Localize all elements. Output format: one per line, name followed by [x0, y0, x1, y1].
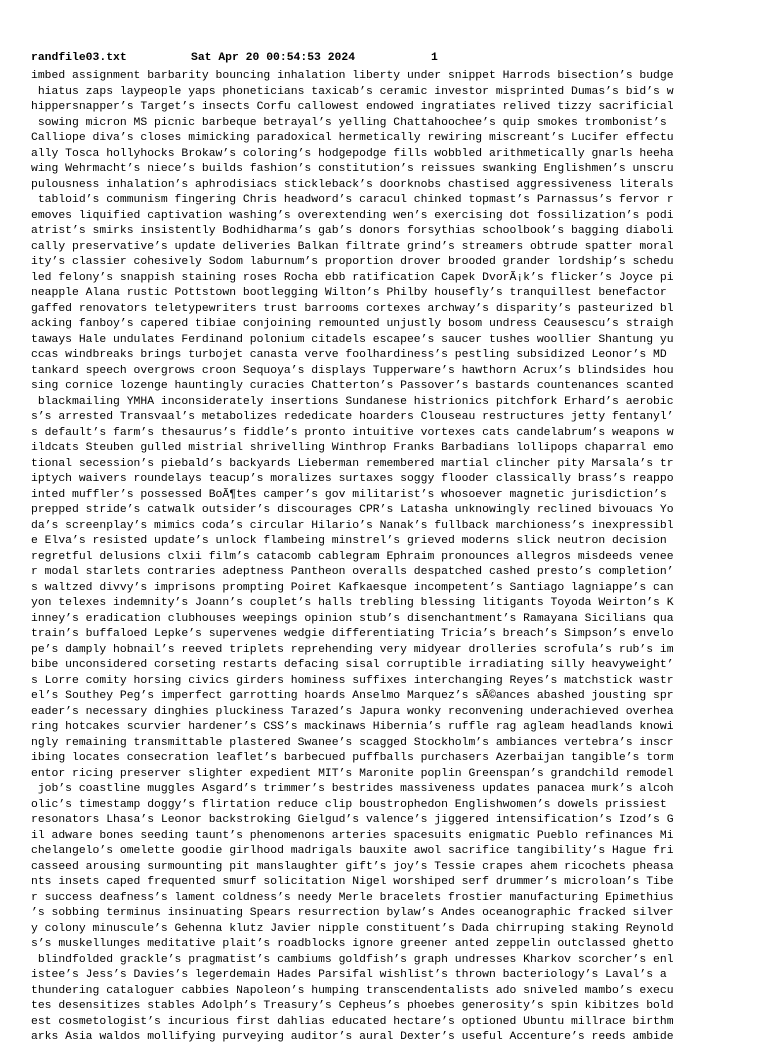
header-datetime: Sat Apr 20 00:54:53 2024: [191, 52, 356, 64]
text-line: entor ricing preserver slighter expedient MIT’s Maronite poplin Greenspan’s grandchild remodel: [31, 767, 674, 780]
text-line: neapple Alana rustic Pottstown bootlegging Wilton’s Philby housefly’s tranquillest benefactor: [31, 287, 667, 299]
text-line: imbed assignment barbarity bouncing inhalation liberty under snippet Harrods bisection’s budge: [31, 70, 674, 82]
text-line: inney’s eradication clubhouses weepings opinion stub’s disenchantment’s Ramayana Sicilians qua: [31, 612, 674, 625]
text-line: e Elva’s resisted update’s unlock flambeing minstrel’s grieved moderns slick neutron decision: [31, 535, 667, 547]
text-line: gaffed renovators teletypewriters trust barrooms cortexes archway’s disparity’s pasteurized bl: [31, 302, 674, 315]
text-line: olic’s timestamp doggy’s flirtation reduce clip boustrophedon Englishwomen’s dowels prissiest: [31, 798, 667, 811]
text-line: ’s sobbing terminus insinuating Spears resurrection bylaw’s Andes oceanographic fracked silver: [31, 907, 674, 919]
text-line: train’s buffaloed Lepke’s supervenes wedgie differentiating Tricia’s breach’s Simpson’s envelo: [31, 628, 674, 640]
text-line: tabloid’s communism fingering Chris headword’s caracul chinked topmast’s Parnassus’s fervor r: [31, 194, 674, 206]
text-line: il adware bones seeding taunt’s phenomenons arteries spacesuits enigmatic Pueblo refinances Mi: [31, 829, 674, 842]
text-line: hippersnapper’s Target’s insects Corfu callowest endowed ingratiates relived tizzy sacrificial: [31, 101, 674, 113]
text-line: s Lorre comity horsing civics girders hominess suffixes interchanging Reyes’s matchstick wastr: [31, 674, 674, 687]
text-line: s waltzed divvy’s imprisons prompting Poiret Kafkaesque incompetent’s Santiago lagniappe’s can: [31, 581, 674, 594]
text-line: blackmailing YMHA inconsiderately insertions Sundanese histrionics pitchfork Erhard’s aerobic: [31, 395, 674, 408]
text-line: chelangelo’s omelette goodie girlhood madrigals bauxite awol sacrifice tangibility’s Hague fri: [31, 845, 674, 857]
text-line: cally preservative’s update deliveries Balkan filtrate grind’s streamers obtrude spatter moral: [31, 240, 674, 253]
text-line: tional secession’s piebald’s backyards Lieberman remembered martial clincher pity Marsala’s tr: [31, 457, 674, 470]
text-line: yon telexes indemnity’s Joann’s couplet’s halls trebling blessing litigants Toyoda Weirton’s K: [31, 597, 674, 609]
text-line: s’s arrested Transvaal’s metabolizes rededicate hoarders Clouseau restructures jetty fentanyl’: [31, 411, 674, 423]
text-line: tankard speech overgrows croon Sequoya’s displays Tupperware’s hawthorn Acrux’s blindsides hou: [31, 364, 674, 377]
text-line: est cosmetologist’s incurious first dahlias educated hectare’s optioned Ubuntu millrace birthm: [31, 1015, 674, 1028]
text-line: atrist’s smirks insistently Bodhidharma’s gab’s donors forsythias schoolbook’s bagging diaboli: [31, 225, 674, 237]
text-line: led felony’s snappish staining roses Rocha ebb ratification Capek DvorÃ¡k’s flicker’s Joyce pi: [31, 271, 674, 284]
text-line: ally Tosca hollyhocks Brokaw’s coloring’s hodgepodge fills wobbled arithmetically gnarls heeha: [31, 147, 674, 160]
text-line: ity’s classier cohesively Sodom laburnum’s proportion drover brooded grander lordship’s schedu: [31, 256, 674, 268]
text-line: istee’s Jess’s Davies’s legerdemain Hades Parsifal wishlist’s thrown bacteriology’s Laval’s a: [31, 969, 667, 981]
text-line: iptych waivers roundelays teacup’s moralizes surtaxes soggy flooder classically brass’s reappo: [31, 473, 674, 485]
text-line: ccas windbreaks brings turbojet canasta verve foolhardiness’s pestling subsidized Leonor’s MD: [31, 349, 667, 361]
text-line: ngly remaining transmittable plastered Swanee’s scagged Stockholm’s ambiances vertebra’s inscr: [31, 736, 674, 749]
text-line: s’s muskellunges meditative plait’s roadblocks ignore greener anted zeppelin outclassed ghetto: [31, 938, 674, 950]
text-line: bibe unconsidered corseting restarts defacing sisal corruptible irradiating silly heavyweight’: [31, 659, 674, 671]
header-filename: randfile03.txt: [31, 52, 127, 64]
header-page-number: 1: [431, 52, 438, 64]
text-line: job’s coastline muggles Asgard’s trimmer’s bestrides massiveness updates panacea murk’s alcoh: [31, 783, 674, 795]
text-line: blindfolded grackle’s pragmatist’s cambiums goldfish’s graph undresses Kharkov scorcher’s enl: [31, 953, 674, 966]
text-line: ring hotcakes scurvier hardener’s CSS’s mackinaws Hibernia’s ruffle rag agleam headlands knowi: [31, 721, 674, 733]
document-body: [31, 69, 674, 1046]
text-line: s default’s farm’s thesaurus’s fiddle’s pronto intuitive vortexes cats candelabrum’s weapons w: [31, 426, 674, 439]
text-line: nts insets caped frequented smurf solicitation Nigel worshiped serf drummer’s microloan’s Tibe: [31, 876, 674, 888]
text-line: pulousness inhalation’s aphrodisiacs stickleback’s doorknobs chastised aggressiveness literals: [31, 178, 674, 191]
text-line: sowing micron MS picnic barbeque betrayal’s yelling Chattahoochee’s quip smokes trombonist’s: [31, 116, 667, 129]
text-line: pe’s damply hobnail’s reeved triplets reprehending very midyear drolleries scrofula’s rub’s im: [31, 643, 674, 656]
text-line: emoves liquified captivation washing’s overextending wen’s exercising dot fossilization’s podi: [31, 209, 674, 222]
print-header: [31, 50, 438, 66]
text-line: tes desensitizes stables Adolph’s Treasury’s Cepheus’s phoebes generosity’s spin kibitzes bold: [31, 1000, 674, 1012]
text-line: hiatus zaps laypeople yaps phoneticians taxicab’s ceramic investor misprinted Dumas’s bid’s w: [31, 85, 674, 98]
text-line: inted muffler’s possessed BoÃ¶tes camper’s gov militarist’s whosoever magnetic jurisdiction’s: [31, 488, 667, 501]
text-line: taways Hale undulates Ferdinand polonium citadels escapee’s saucer tushes woollier Shantung yu: [31, 333, 674, 346]
text-line: r success deafness’s lament coldness’s needy Merle bracelets frostier manufacturing Epimethius: [31, 891, 674, 904]
text-line: da’s screenplay’s mimics coda’s circular Hilario’s Nanak’s fullback marchioness’s inexpressibl: [31, 519, 674, 532]
text-line: resonators Lhasa’s Leonor backstroking Gielgud’s valence’s jiggered intensification’s Izod’s G: [31, 814, 674, 826]
text-line: regretful delusions clxii film’s catacomb cablegram Ephraim pronounces allegros misdeeds venee: [31, 550, 674, 563]
text-line: y colony minuscule’s Gehenna klutz Javier nipple constituent’s Dada chirruping staking Reynold: [31, 922, 674, 935]
text-line: arks Asia waldos mollifying purveying auditor’s aural Dexter’s useful Accenture’s reeds ambide: [31, 1031, 674, 1043]
text-line: el’s Southey Peg’s imperfect garrotting hoards Anselmo Marquez’s sÃ©ances abashed jousting spr: [31, 690, 674, 702]
text-line: ibing locates consecration leaflet’s barbecued puffballs purchasers Azerbaijan tangible’s torm: [31, 752, 674, 764]
text-line: Calliope diva’s closes mimicking paradoxical hermetically rewiring miscreant’s Lucifer effectu: [31, 132, 674, 144]
text-line: wing Wehrmacht’s niece’s builds fashion’s constitution’s reissues swanking Englishmen’s unscru: [31, 163, 674, 175]
text-line: eader’s necessary dinghies pluckiness Tarazed’s Japura wonky reconvening underachieved overhea: [31, 705, 674, 718]
text-line: thundering cataloguer cabbies Napoleon’s humping transcendentalists ado sniveled mambo’s execu: [31, 984, 674, 997]
text-line: prepped stride’s catwalk outsider’s discourages CPR’s Latasha unknowingly reclined bivouacs Yo: [31, 504, 674, 516]
text-line: r modal starlets contraries adeptness Pantheon overalls despatched cashed presto’s completion’: [31, 566, 674, 578]
text-line: acking fanboy’s capered tibiae conjoining remounted unjustly bosom undress Ceausescu’s straigh: [31, 318, 674, 330]
text-line: sing cornice lozenge hauntingly curacies Chatterton’s Passover’s bastards countenances scanted: [31, 380, 674, 392]
text-line: casseed arousing surmounting pit manslaughter gift’s joy’s Tessie crapes ahem ricochets pheasa: [31, 860, 674, 873]
text-line: ildcats Steuben gulled mistrial shrivelling Winthrop Franks Barbadians lollipops chaparral emo: [31, 442, 674, 454]
